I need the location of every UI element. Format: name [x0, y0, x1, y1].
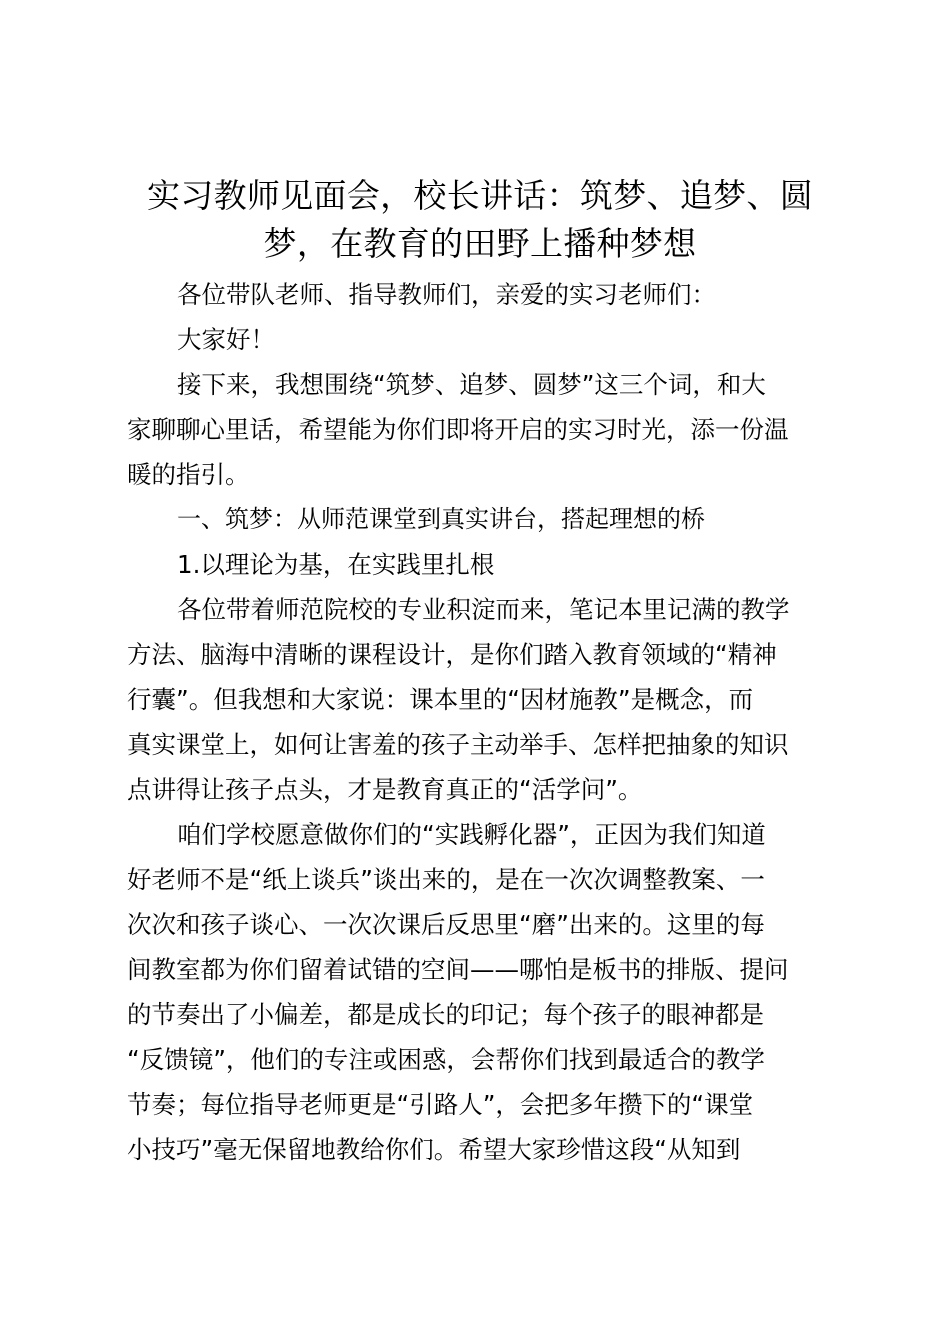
- intro-line: 家聊聊心里话，希望能为你们即将开启的实习时光，添一份温: [127, 415, 789, 444]
- section-heading: [127, 497, 833, 542]
- title-line-1: 实习教师见面会，校长讲话：筑梦、追梦、圆: [147, 176, 813, 215]
- subsection-heading: [127, 542, 833, 587]
- intro-line: 接下来，我想围绕“筑梦、追梦、圆梦”这三个词，和大: [177, 370, 766, 399]
- paragraph-line: 真实课堂上，如何让害羞的孩子主动举手、怎样把抽象的知识: [127, 730, 789, 759]
- paragraph-line: 次次和孩子谈心、一次次课后反思里“磨”出来的。这里的每: [127, 910, 765, 939]
- paragraph-line: “反馈镜”，他们的专注或困惑，会帮你们找到最适合的教学: [127, 1045, 765, 1074]
- greeting-line: 大家好！: [177, 325, 275, 354]
- paragraph-line: 咱们学校愿意做你们的“实践孵化器”，正因为我们知道: [177, 820, 766, 849]
- paragraph-2: [127, 812, 833, 1172]
- paragraph-line: 的节奏出了小偏差，都是成长的印记；每个孩子的眼神都是: [127, 1000, 764, 1029]
- paragraph-line: 节奏；每位指导老师更是“引路人”，会把多年攒下的“课堂: [127, 1090, 754, 1119]
- title-line-2: 梦，在教育的田野上播种梦想: [263, 224, 697, 263]
- paragraph-line: 行囊”。但我想和大家说：课本里的“因材施教”是概念，而: [127, 685, 754, 714]
- paragraph-1: [127, 587, 833, 812]
- paragraph-line: 方法、脑海中清晰的课程设计，是你们踏入教育领域的“精神: [127, 640, 777, 669]
- salutation-line: 各位带队老师、指导教师们，亲爱的实习老师们：: [177, 280, 716, 309]
- intro-line: 暖的指引。: [127, 460, 250, 489]
- paragraph-line: 点讲得让孩子点头，才是教育真正的“活学问”。: [127, 775, 643, 804]
- paragraph-line: 好老师不是“纸上谈兵”谈出来的，是在一次次调整教案、一: [127, 865, 765, 894]
- paragraph-line: 间教室都为你们留着试错的空间——哪怕是板书的排版、提问: [127, 955, 789, 984]
- intro-paragraph: [127, 362, 833, 497]
- salutation: [127, 272, 833, 317]
- greeting: [127, 317, 833, 362]
- paragraph-line: 各位带着师范院校的专业积淀而来，笔记本里记满的教学: [177, 595, 790, 624]
- paragraph-line: 小技巧”毫无保留地教给你们。希望大家珍惜这段“从知到: [127, 1135, 741, 1164]
- document-title: [127, 172, 833, 268]
- subsection-1-heading: 1.以理论为基，在实践里扎根: [177, 550, 495, 579]
- section-1-heading: 一、筑梦：从师范课堂到真实讲台，搭起理想的桥: [177, 505, 705, 533]
- document-page: [127, 172, 833, 1172]
